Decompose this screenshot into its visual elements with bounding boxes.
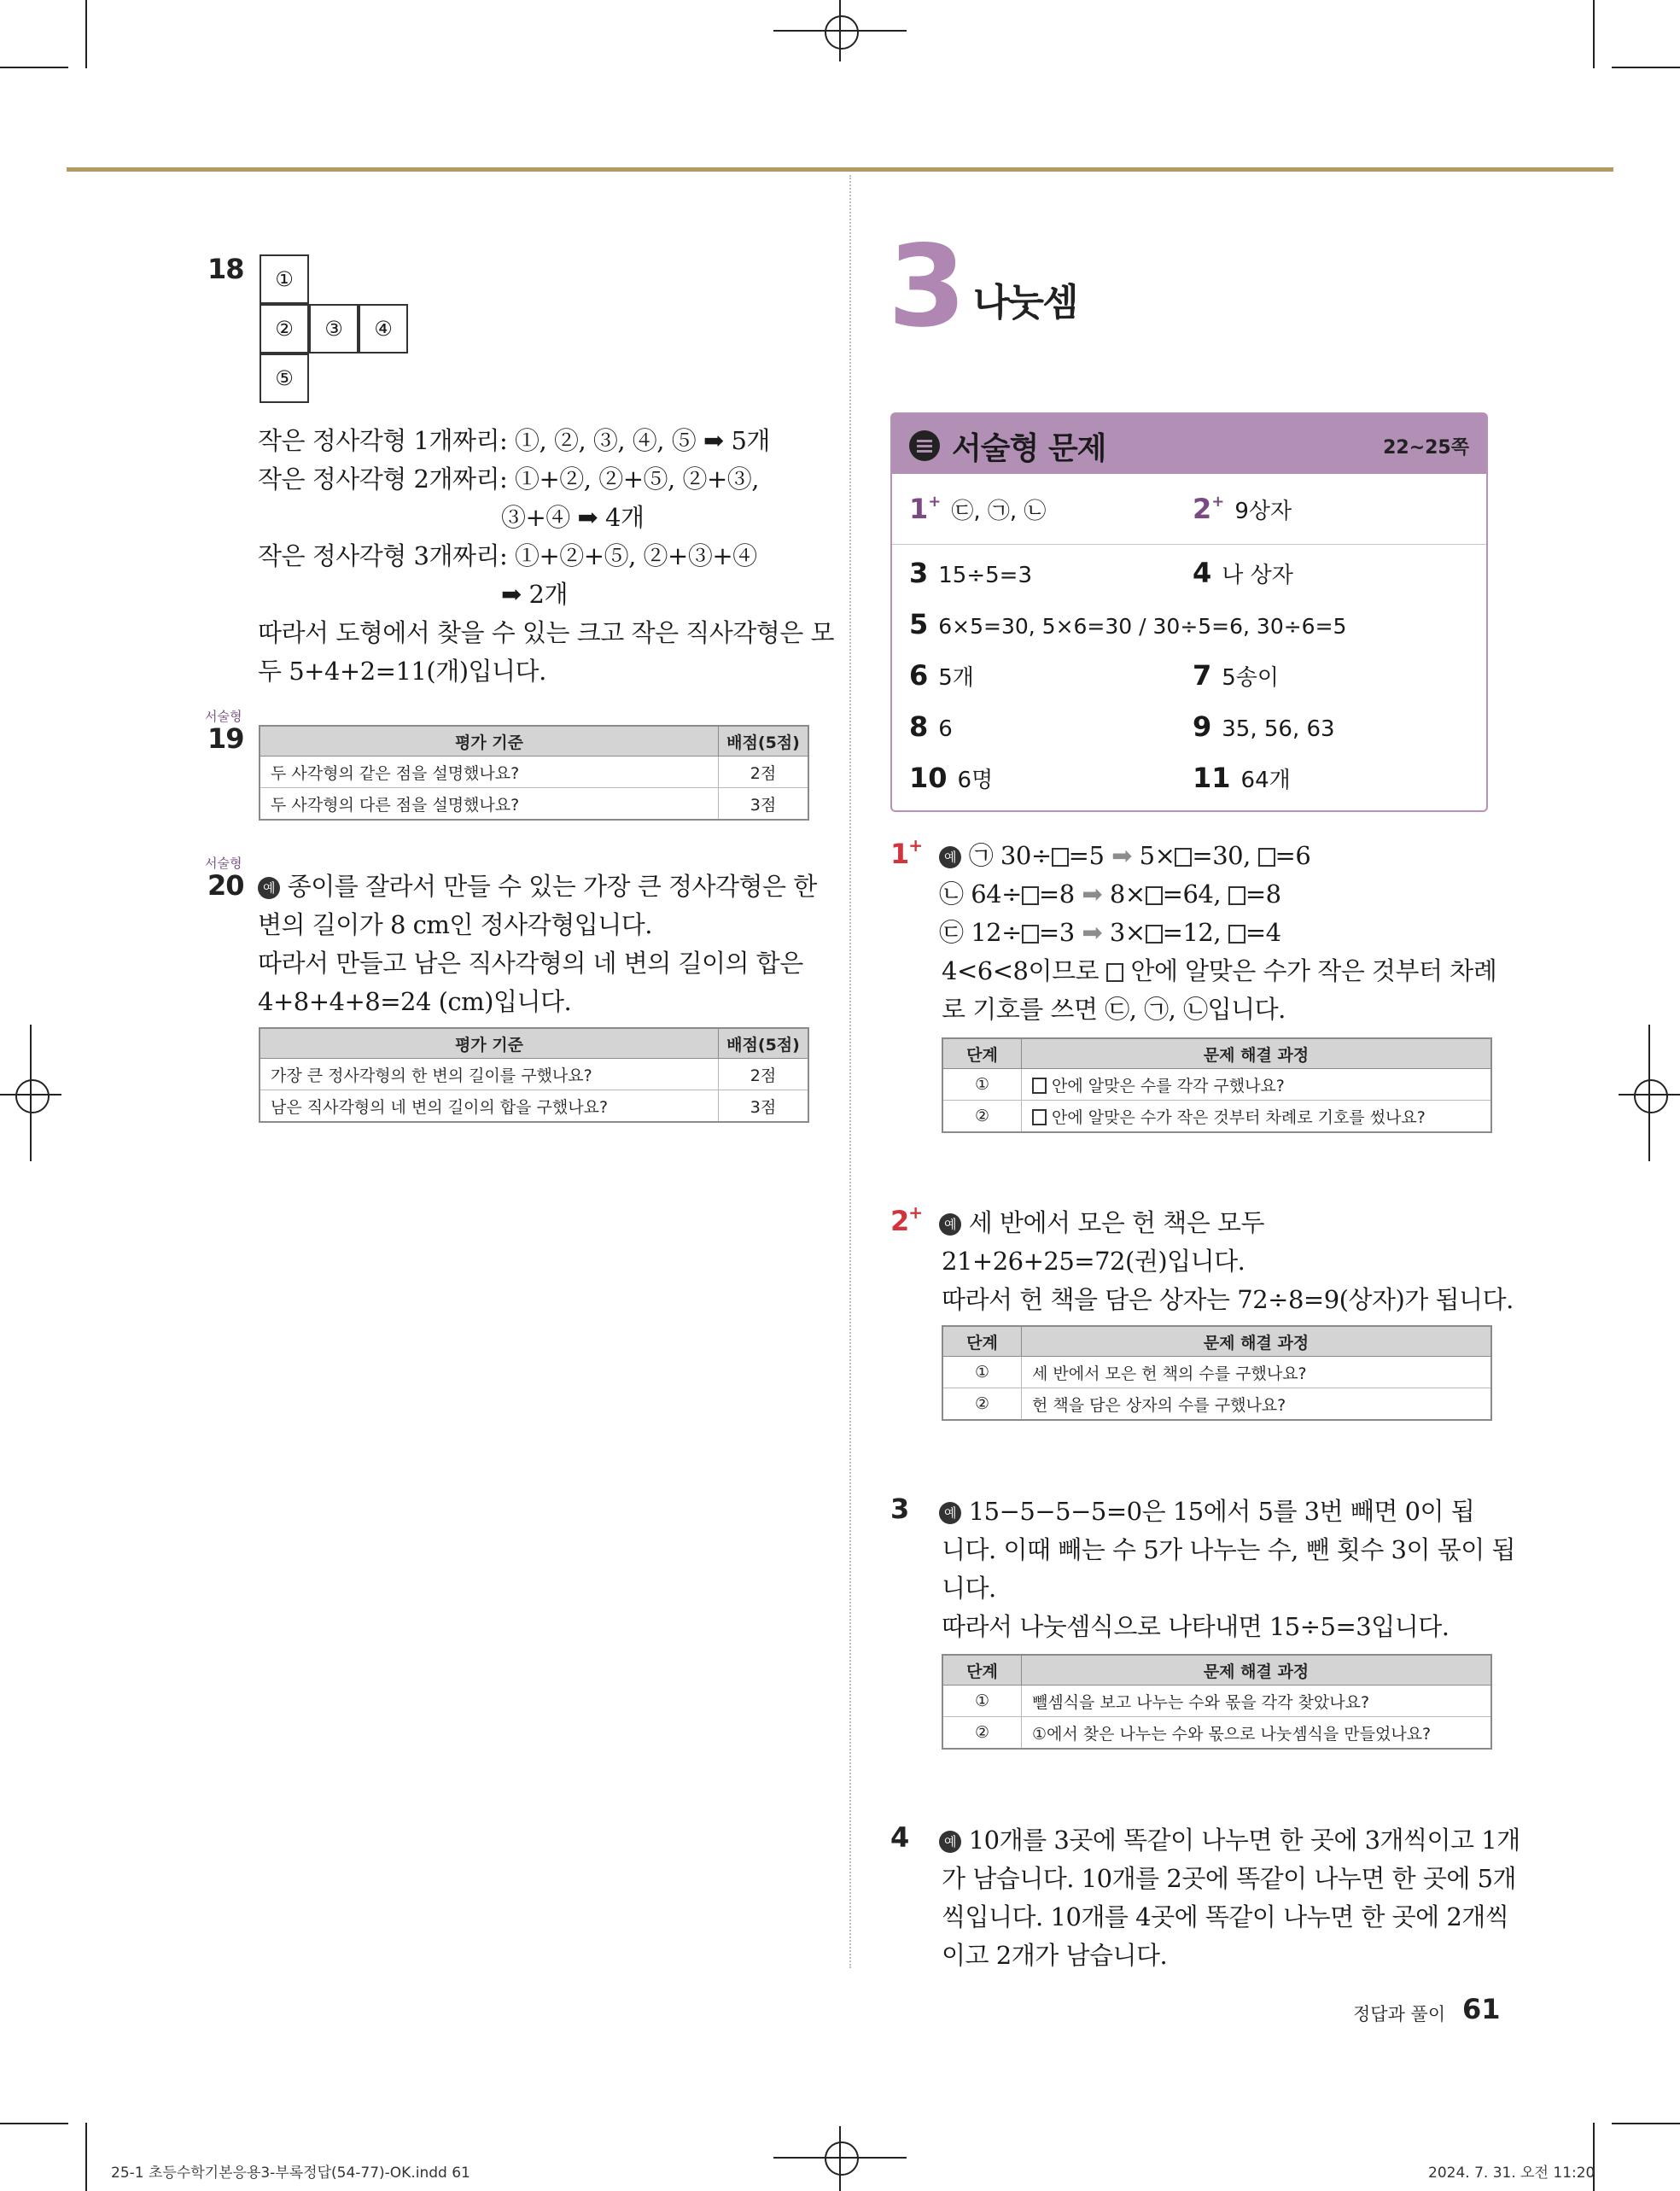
text-line: 예 10개를 3곳에 똑같이 나누면 한 곳에 3개씩이고 1개 [939,1821,1520,1859]
column-divider [849,175,851,1968]
text-line: 작은 정사각형 3개짜리: ①+②+⑤, ②+③+④ [258,541,757,570]
grid-cell: ④ [359,304,408,353]
rubric-score: 3점 [719,788,809,821]
rubric-criterion: 남은 직사각형의 네 변의 길이의 합을 구했나요? [260,1090,719,1123]
answer-value: 6×5=30, 5×6=30 / 30÷5=6, 30÷6=5 [938,614,1347,639]
registration-mark [15,1079,50,1113]
text-line: ➡ 2개 [501,580,568,609]
crop-mark [85,2123,87,2191]
answer-value: 15÷5=3 [938,563,1033,588]
answer-value: 5개 [938,665,974,691]
text-line: 예 ㉠ 30÷ =5 ➡ 5× =30, =6 [939,837,1310,874]
process-step: ② [942,1717,1022,1750]
process-text: 세 반에서 모은 헌 책의 수를 구했나요? [1022,1357,1492,1388]
file-info: 25-1 초등수학기본응용3-부록정답(54-77)-OK.indd 61 [111,2165,470,2182]
answer-box-header [892,414,1486,474]
crop-mark [1612,67,1680,68]
text-line: 이고 2개가 남습니다. [942,1941,1168,1970]
blank-box [1146,886,1163,905]
answer-item [909,608,1346,640]
rubric-header: 배점(5점) [719,726,809,757]
process-text: 안에 알맞은 수를 각각 구했나요? [1022,1069,1492,1101]
solution-1-process-table [942,1037,1492,1133]
answer-number: 10 [909,762,948,794]
registration-mark [825,2141,859,2176]
q19-number: 19 [207,722,244,755]
answer-value: 64개 [1240,768,1291,793]
crop-mark [773,2157,907,2159]
example-badge: 예 [939,846,961,868]
text-line: 로 기호를 쓰면 ㉢, ㉠, ㉡입니다. [942,995,1286,1024]
text-line: 예 세 반에서 모은 헌 책은 모두 [939,1204,1264,1242]
text-line: 예 15−5−5−5=0은 15에서 5를 3번 빼면 0이 됩 [939,1493,1474,1530]
process-header: 단계 [942,1038,1022,1069]
arrow-icon: ➡ [1082,918,1103,947]
blank-box [1032,1078,1047,1094]
process-header: 단계 [942,1655,1022,1686]
text-line: 두 5+4+2=11(개)입니다. [258,657,546,686]
rubric-criterion: 가장 큰 정사각형의 한 변의 길이를 구했나요? [260,1059,719,1090]
q18-number: 18 [207,253,244,285]
answer-number: 7 [1193,659,1212,692]
crop-mark [1648,1025,1650,1161]
rubric-score: 2점 [719,1059,809,1090]
solution-2-number: 2+ [890,1202,923,1237]
solution-2-process-table [942,1325,1492,1421]
q19-rubric-table [259,725,809,821]
answer-item [1193,710,1335,743]
answer-value: 9상자 [1234,499,1292,524]
process-text: 안에 알맞은 수가 작은 것부터 차례로 기호를 썼나요? [1022,1101,1492,1133]
example-badge: 예 [939,1213,961,1236]
rubric-header: 배점(5점) [719,1028,809,1059]
rubric-criterion: 두 사각형의 같은 점을 설명했나요? [260,757,719,788]
header-rule [67,167,1613,172]
answer-number: 2+ [1193,493,1225,525]
text-line: 21+26+25=72(권)입니다. [942,1247,1245,1276]
text-line: ㉡ 64÷ =8 ➡ 8× =64, =8 [939,879,1281,909]
crop-mark [1619,1094,1680,1096]
grid-cell: ⑤ [260,353,309,403]
blank-box [1228,886,1245,905]
solution-3-number: 3 [890,1493,909,1525]
answer-item [909,557,1032,589]
blank-box [1032,1109,1047,1125]
registration-mark [825,15,859,50]
list-icon [909,430,940,461]
crop-mark [85,0,87,68]
text-segment: 종이를 잘라서 만들 수 있는 가장 큰 정사각형은 한 [287,872,817,901]
answer-number: 8 [909,710,929,743]
text-line: 가 남습니다. 10개를 2곳에 똑같이 나누면 한 곳에 5개 [942,1864,1517,1893]
answer-number: 6 [909,659,929,692]
answer-item [909,659,974,692]
rubric-criterion: 두 사각형의 다른 점을 설명했나요? [260,788,719,821]
answer-number: 4 [1193,557,1212,589]
text-line: 니다. [942,1574,996,1603]
text-line: 따라서 만들고 남은 직사각형의 네 변의 길이의 합은 [258,949,803,978]
rubric-header: 평가 기준 [260,1028,719,1059]
answer-value: 6명 [957,768,994,793]
text-line: 따라서 헌 책을 담은 상자는 72÷8=9(상자)가 됩니다. [942,1285,1514,1314]
process-header: 문제 해결 과정 [1022,1655,1492,1686]
answer-value: 6 [938,716,953,742]
answer-number: 1+ [909,493,942,525]
answer-item [909,710,953,743]
answer-item [1193,557,1293,589]
answer-value: 35, 56, 63 [1222,716,1335,742]
grid-cell: ① [260,254,309,304]
blank-box [1052,848,1069,867]
answer-box-title: 서술형 문제 [952,431,1106,466]
registration-mark [1634,1079,1668,1113]
process-step: ② [942,1101,1022,1133]
blank-box [1146,925,1163,944]
answer-item [909,493,1046,525]
blank-box [1258,848,1275,867]
text-line: ③+④ ➡ 4개 [501,503,645,532]
text-line: 작은 정사각형 2개짜리: ①+②, ②+⑤, ②+③, [258,464,759,494]
solution-4-number: 4 [890,1821,909,1854]
example-badge: 예 [258,877,280,899]
answer-number: 3 [909,557,929,589]
grid-cell: ② [260,304,309,353]
page-number: 61 [1462,1993,1501,2025]
answer-number: 5 [909,608,929,640]
process-text: 뺄셈식을 보고 나누는 수와 몫을 각각 찾았나요? [1022,1686,1492,1717]
rubric-score: 2점 [719,757,809,788]
process-step: ① [942,1357,1022,1388]
text-line [258,868,817,905]
crop-mark [1593,0,1595,68]
process-header: 문제 해결 과정 [1022,1038,1492,1069]
process-step: ① [942,1686,1022,1717]
answer-item [1193,659,1279,692]
page-label: 정답과 풀이 [1353,2004,1446,2024]
answer-number: 11 [1193,762,1231,794]
crop-mark [0,2123,68,2124]
q20-rubric-table [259,1027,809,1123]
blank-box [1175,848,1192,867]
answer-value: 나 상자 [1222,563,1293,588]
answer-item [1193,762,1291,794]
rubric-score: 3점 [719,1090,809,1123]
crop-mark [773,30,907,32]
answer-value: 5송이 [1222,665,1280,691]
text-line: 씩입니다. 10개를 4곳에 똑같이 나누면 한 곳에 2개씩 [942,1902,1509,1931]
crop-mark [30,1025,32,1161]
divider [892,544,1486,545]
crop-mark [1612,2123,1680,2124]
example-badge: 예 [939,1502,961,1524]
process-header: 문제 해결 과정 [1022,1326,1492,1357]
process-step: ① [942,1069,1022,1101]
solution-1-number: 1+ [890,835,923,870]
arrow-icon: ➡ [1111,841,1132,870]
answer-summary-box [890,412,1488,812]
blank-box [1022,886,1039,905]
blank-box [1022,925,1039,944]
answer-value: ㉢, ㉠, ㉡ [951,499,1047,524]
text-line: 작은 정사각형 1개짜리: ①, ②, ③, ④, ⑤ ➡ 5개 [258,426,770,455]
process-text: 헌 책을 담은 상자의 수를 구했나요? [1022,1388,1492,1421]
process-header: 단계 [942,1326,1022,1357]
crop-mark [839,2126,841,2191]
process-step: ② [942,1388,1022,1421]
text-line: 따라서 도형에서 찾을 수 있는 크고 작은 직사각형은 모 [258,618,835,647]
crop-mark [0,1094,61,1096]
text-line: 니다. 이때 빼는 수 5가 나누는 수, 뺀 횟수 3이 몫이 됩 [942,1535,1516,1564]
text-line: 4<6<8이므로 안에 알맞은 수가 작은 것부터 차례 [942,956,1497,985]
text-line: 변의 길이가 8 cm인 정사각형입니다. [258,910,652,939]
text-line: 따라서 나눗셈식으로 나타내면 15÷5=3입니다. [942,1612,1450,1641]
chapter-title: 나눗셈 [973,281,1077,324]
answer-number: 9 [1193,710,1212,743]
chapter-number: 3 [888,221,966,353]
blank-box [1106,963,1123,982]
answer-box-pages: 22~25쪽 [1383,437,1469,459]
essay-tag: 서술형 [205,709,242,724]
answer-item [909,762,993,794]
print-timestamp: 2024. 7. 31. 오전 11:20 [1428,2165,1595,2182]
q20-number: 20 [207,869,244,902]
text-line: ㉢ 12÷ =3 ➡ 3× =12, =4 [939,918,1281,947]
essay-tag: 서술형 [205,856,242,871]
crop-mark [0,67,68,68]
grid-cell: ③ [309,304,359,353]
arrow-icon: ➡ [1082,879,1103,909]
example-badge: 예 [939,1831,961,1853]
answer-item [1193,493,1292,525]
blank-box [1228,925,1245,944]
solution-3-process-table [942,1654,1492,1750]
process-text: ①에서 찾은 나누는 수와 몫으로 나눗셈식을 만들었나요? [1022,1717,1492,1750]
text-line: 4+8+4+8=24 (cm)입니다. [258,987,572,1016]
rubric-header: 평가 기준 [260,726,719,757]
